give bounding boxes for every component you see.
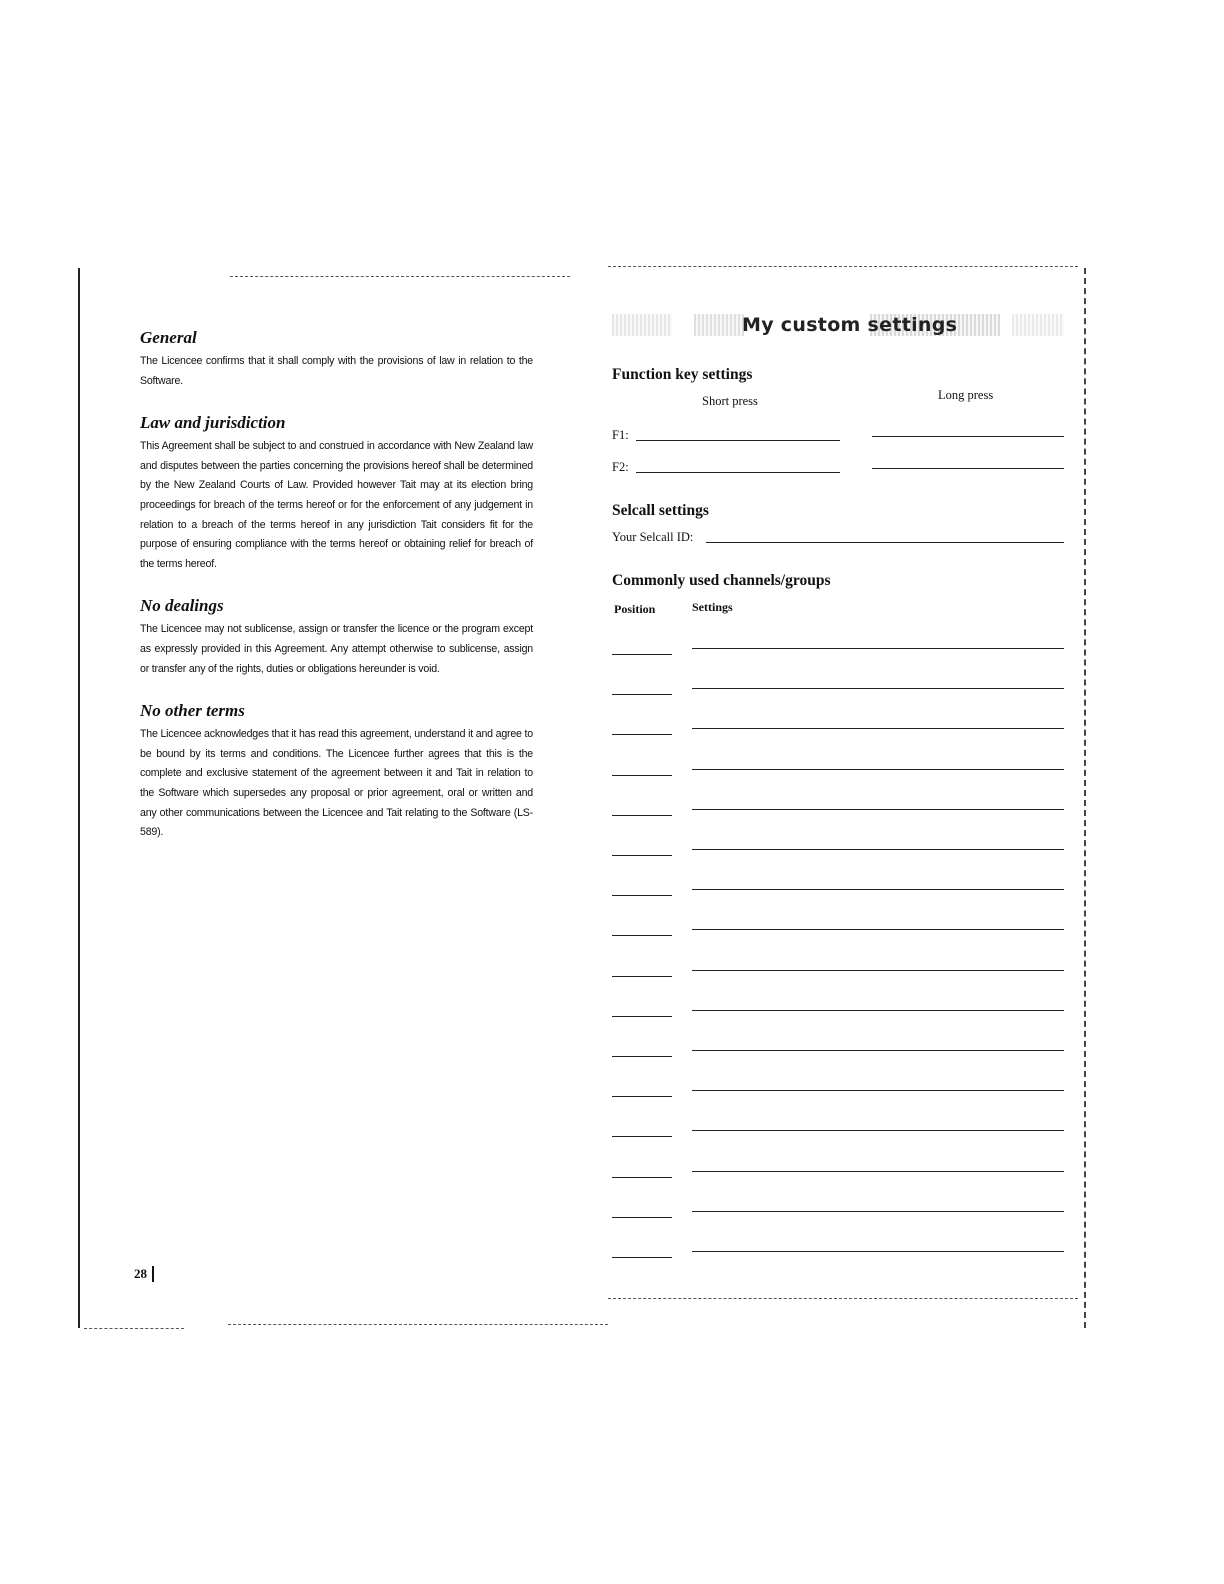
section-heading: No other terms bbox=[140, 701, 245, 721]
position-field[interactable] bbox=[612, 895, 672, 896]
short-press-label: Short press bbox=[702, 394, 758, 408]
section-no-other-terms bbox=[140, 701, 533, 843]
position-field[interactable] bbox=[612, 855, 672, 856]
scan-noise bbox=[694, 314, 744, 336]
function-key-heading: Function key settings bbox=[612, 366, 753, 383]
settings-field[interactable] bbox=[692, 1171, 1064, 1172]
settings-field[interactable] bbox=[692, 728, 1064, 729]
page-bottom-edge bbox=[84, 1328, 184, 1329]
settings-field[interactable] bbox=[692, 970, 1064, 971]
channels-heading: Commonly used channels/groups bbox=[612, 572, 831, 589]
position-field[interactable] bbox=[612, 1016, 672, 1017]
f2-short-press-field[interactable] bbox=[636, 472, 840, 473]
section-heading: No dealings bbox=[140, 596, 224, 616]
page-top-edge bbox=[608, 266, 1078, 267]
section-body: This Agreement shall be subject to and construed in accordance with New Zealand law and disputes between the parties concerning the provisions hereof shall be determined by the New Zealand Courts of Law. Provided however Tait may at its election bring proceedings for breach of the terms hereof or for the enforcement of any judgement in relation to a breach of the terms hereof in any jurisdiction Tait considers fit for the purpose of ensuring compliance with the terms hereof or obtaining relief for breach of the terms hereof. bbox=[140, 440, 533, 570]
settings-field[interactable] bbox=[692, 769, 1064, 770]
section-heading: Law and jurisdiction bbox=[140, 413, 286, 433]
settings-field[interactable] bbox=[692, 809, 1064, 810]
settings-field[interactable] bbox=[692, 688, 1064, 689]
position-field[interactable] bbox=[612, 1257, 672, 1258]
scan-noise bbox=[612, 314, 672, 336]
f1-label: F1: bbox=[612, 428, 629, 442]
position-field[interactable] bbox=[612, 815, 672, 816]
section-body: The Licencee confirms that it shall comply with the provisions of law in relation to the Software. bbox=[140, 355, 533, 387]
settings-field[interactable] bbox=[692, 1211, 1064, 1212]
section-heading: General bbox=[140, 328, 197, 347]
long-press-label: Long press bbox=[938, 388, 994, 402]
settings-column-header: Settings bbox=[692, 600, 733, 614]
position-field[interactable] bbox=[612, 694, 672, 695]
title-band bbox=[612, 308, 1066, 340]
position-field[interactable] bbox=[612, 976, 672, 977]
settings-field[interactable] bbox=[692, 1130, 1064, 1131]
selcall-heading: Selcall settings bbox=[612, 502, 709, 519]
scan-noise bbox=[1012, 314, 1064, 336]
section-body: The Licencee acknowledges that it has read this agreement, understand it and agree to be bound by its terms and conditions. The Licencee further agrees that this is the complete and exclusive statement of the agreement between it and Tait in relation to the Software which supersedes any proposal or prior agreement, oral or written and any other communications between the Licencee and Tait relating to the Software (LS-589). bbox=[140, 728, 533, 839]
section-law-and-jurisdiction bbox=[140, 413, 533, 574]
settings-field[interactable] bbox=[692, 1050, 1064, 1051]
selcall-id-field[interactable] bbox=[706, 542, 1064, 543]
settings-field[interactable] bbox=[692, 849, 1064, 850]
f2-long-press-field[interactable] bbox=[872, 468, 1064, 469]
position-field[interactable] bbox=[612, 1217, 672, 1218]
section-general bbox=[140, 328, 533, 391]
f1-long-press-field[interactable] bbox=[872, 436, 1064, 437]
position-field[interactable] bbox=[612, 775, 672, 776]
position-field[interactable] bbox=[612, 1177, 672, 1178]
document-spread bbox=[78, 268, 1086, 1328]
page-title: My custom settings bbox=[742, 314, 958, 336]
position-field[interactable] bbox=[612, 734, 672, 735]
position-field[interactable] bbox=[612, 654, 672, 655]
settings-field[interactable] bbox=[692, 929, 1064, 930]
position-field[interactable] bbox=[612, 1136, 672, 1137]
position-field[interactable] bbox=[612, 1096, 672, 1097]
left-page bbox=[140, 328, 533, 865]
f1-short-press-field[interactable] bbox=[636, 440, 840, 441]
page-number: 28 bbox=[134, 1266, 154, 1282]
settings-field[interactable] bbox=[692, 648, 1064, 649]
position-field[interactable] bbox=[612, 1056, 672, 1057]
settings-field[interactable] bbox=[692, 1090, 1064, 1091]
right-page bbox=[612, 308, 1066, 616]
selcall-id-label: Your Selcall ID: bbox=[612, 530, 694, 544]
settings-field[interactable] bbox=[692, 1010, 1064, 1011]
section-body: The Licencee may not sublicense, assign or transfer the licence or the program except as expressly provided in this Agreement. Any attempt otherwise to sublicense, assign or transfer any of the rights, duties or obligations hereunder is void. bbox=[140, 623, 533, 675]
section-no-dealings bbox=[140, 596, 533, 679]
settings-field[interactable] bbox=[692, 889, 1064, 890]
position-column-header: Position bbox=[614, 602, 656, 616]
settings-field[interactable] bbox=[692, 1251, 1064, 1252]
f2-label: F2: bbox=[612, 460, 629, 474]
position-field[interactable] bbox=[612, 935, 672, 936]
